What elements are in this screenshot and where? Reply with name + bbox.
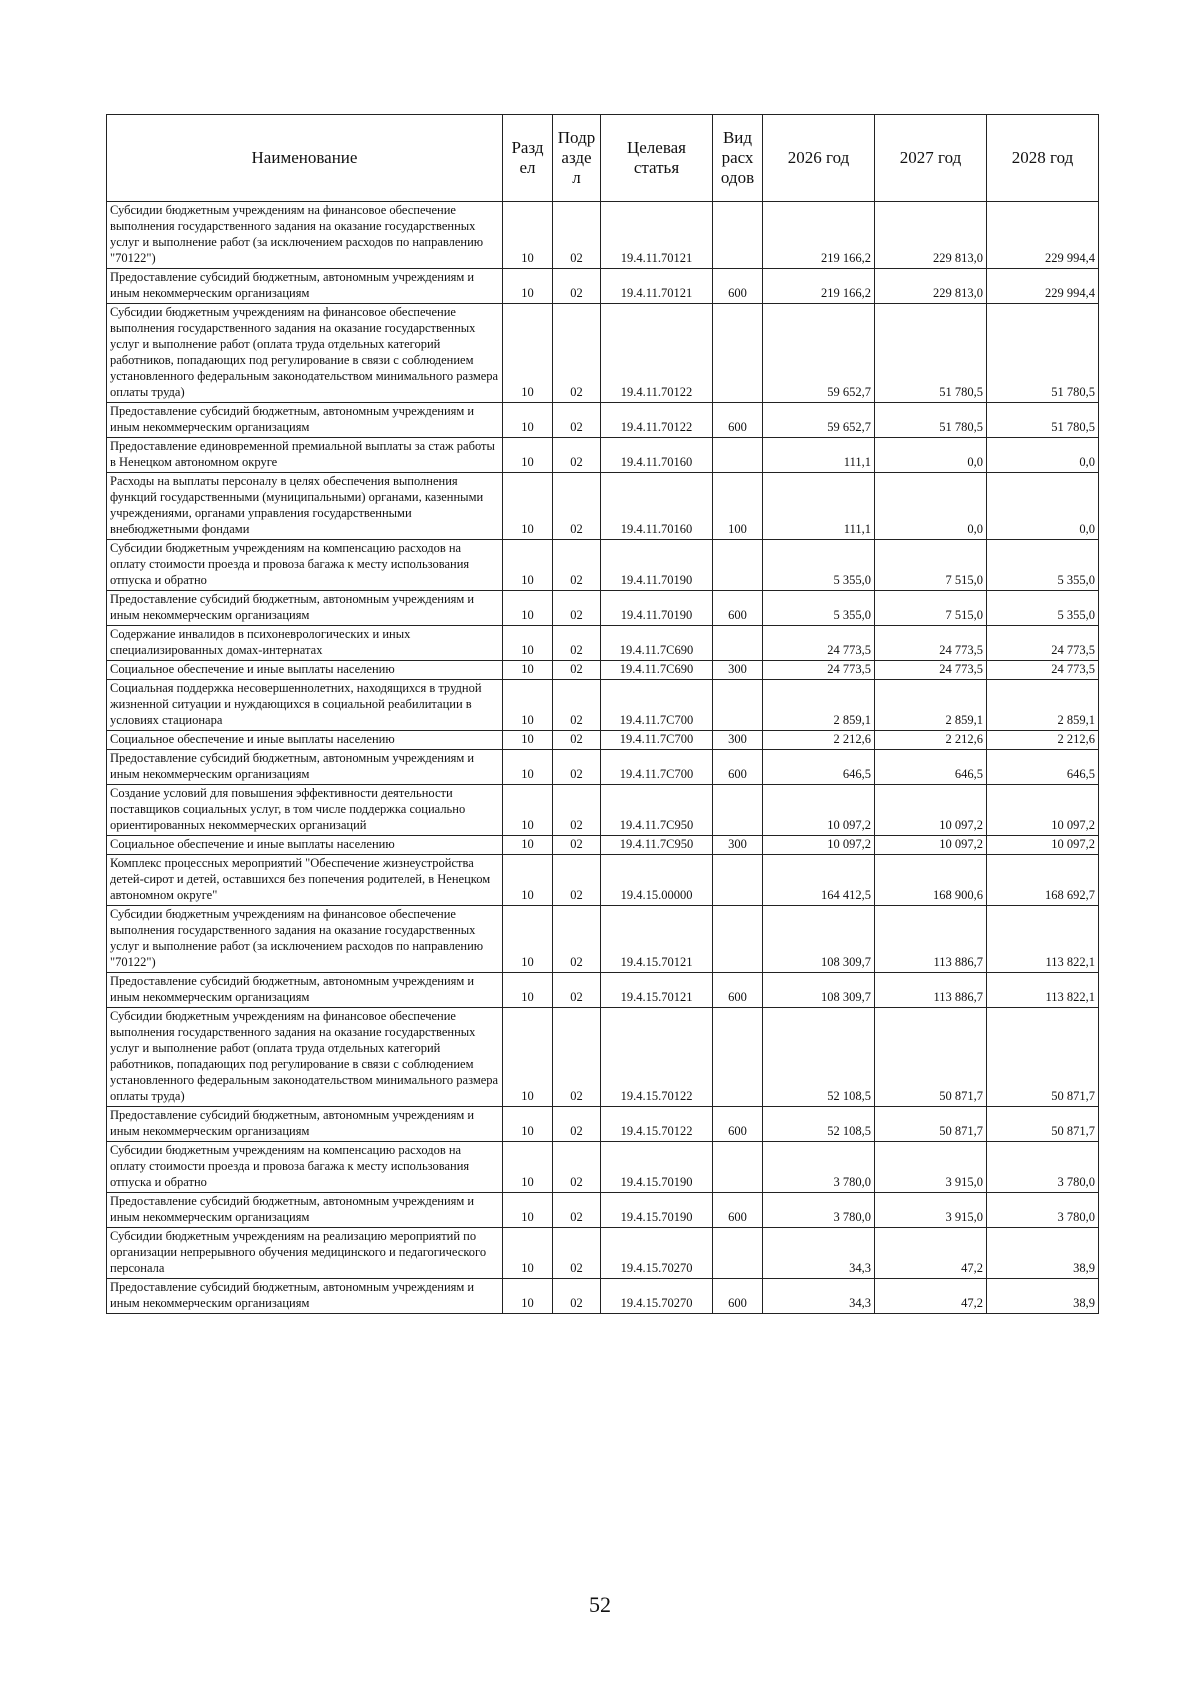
cell-section: 10 bbox=[503, 591, 553, 626]
cell-name: Предоставление субсидий бюджетным, автономным учреждениям и иным некоммерческим организациям bbox=[107, 1107, 503, 1142]
cell-2026: 219 166,2 bbox=[763, 202, 875, 269]
cell-2027: 50 871,7 bbox=[875, 1107, 987, 1142]
cell-section: 10 bbox=[503, 1008, 553, 1107]
cell-expense-type bbox=[713, 1142, 763, 1193]
table-row bbox=[107, 1193, 1099, 1228]
cell-target-article: 19.4.11.70190 bbox=[601, 591, 713, 626]
cell-subsection: 02 bbox=[553, 626, 601, 661]
cell-target-article: 19.4.11.7С950 bbox=[601, 836, 713, 855]
header-2028: 2028 год bbox=[987, 115, 1099, 202]
cell-2028: 2 212,6 bbox=[987, 731, 1099, 750]
cell-name: Расходы на выплаты персоналу в целях обеспечения выполнения функций государственными (муниципальными) органами, казенными учреждениями, органами управления государственными внебюджетными фондами bbox=[107, 473, 503, 540]
table-row bbox=[107, 438, 1099, 473]
cell-2028: 50 871,7 bbox=[987, 1008, 1099, 1107]
cell-2026: 24 773,5 bbox=[763, 661, 875, 680]
table-row bbox=[107, 304, 1099, 403]
cell-expense-type: 600 bbox=[713, 973, 763, 1008]
cell-2026: 52 108,5 bbox=[763, 1008, 875, 1107]
cell-2027: 10 097,2 bbox=[875, 836, 987, 855]
cell-subsection: 02 bbox=[553, 591, 601, 626]
cell-section: 10 bbox=[503, 1228, 553, 1279]
cell-2027: 2 212,6 bbox=[875, 731, 987, 750]
cell-2027: 0,0 bbox=[875, 438, 987, 473]
budget-table bbox=[106, 114, 1099, 1314]
cell-section: 10 bbox=[503, 202, 553, 269]
cell-2028: 10 097,2 bbox=[987, 785, 1099, 836]
table-row bbox=[107, 680, 1099, 731]
cell-target-article: 19.4.11.70160 bbox=[601, 473, 713, 540]
table-row bbox=[107, 1279, 1099, 1314]
cell-expense-type: 600 bbox=[713, 1107, 763, 1142]
cell-section: 10 bbox=[503, 661, 553, 680]
cell-section: 10 bbox=[503, 304, 553, 403]
cell-2027: 3 915,0 bbox=[875, 1142, 987, 1193]
cell-section: 10 bbox=[503, 680, 553, 731]
cell-2027: 47,2 bbox=[875, 1228, 987, 1279]
cell-section: 10 bbox=[503, 906, 553, 973]
cell-2028: 168 692,7 bbox=[987, 855, 1099, 906]
cell-expense-type bbox=[713, 785, 763, 836]
cell-subsection: 02 bbox=[553, 269, 601, 304]
table-row bbox=[107, 626, 1099, 661]
cell-name: Субсидии бюджетным учреждениям на финансовое обеспечение выполнения государственного задания на оказание государственных услуг и выполнение работ (за исключением расходов по направлению "70122") bbox=[107, 202, 503, 269]
cell-subsection: 02 bbox=[553, 731, 601, 750]
cell-expense-type bbox=[713, 1228, 763, 1279]
cell-target-article: 19.4.15.70270 bbox=[601, 1279, 713, 1314]
cell-2028: 3 780,0 bbox=[987, 1142, 1099, 1193]
cell-2027: 168 900,6 bbox=[875, 855, 987, 906]
cell-2028: 229 994,4 bbox=[987, 202, 1099, 269]
cell-2027: 51 780,5 bbox=[875, 403, 987, 438]
cell-expense-type: 600 bbox=[713, 403, 763, 438]
cell-2026: 646,5 bbox=[763, 750, 875, 785]
cell-2027: 0,0 bbox=[875, 473, 987, 540]
cell-section: 10 bbox=[503, 1107, 553, 1142]
cell-2027: 3 915,0 bbox=[875, 1193, 987, 1228]
table-row bbox=[107, 1228, 1099, 1279]
cell-2028: 38,9 bbox=[987, 1228, 1099, 1279]
table-row bbox=[107, 973, 1099, 1008]
cell-name: Социальное обеспечение и иные выплаты населению bbox=[107, 836, 503, 855]
cell-2027: 7 515,0 bbox=[875, 591, 987, 626]
cell-2026: 34,3 bbox=[763, 1228, 875, 1279]
cell-target-article: 19.4.15.70122 bbox=[601, 1107, 713, 1142]
cell-target-article: 19.4.11.7С700 bbox=[601, 731, 713, 750]
cell-section: 10 bbox=[503, 785, 553, 836]
cell-section: 10 bbox=[503, 1142, 553, 1193]
cell-target-article: 19.4.11.70122 bbox=[601, 304, 713, 403]
cell-2027: 51 780,5 bbox=[875, 304, 987, 403]
cell-section: 10 bbox=[503, 731, 553, 750]
cell-name: Социальное обеспечение и иные выплаты населению bbox=[107, 731, 503, 750]
cell-2027: 2 859,1 bbox=[875, 680, 987, 731]
cell-expense-type bbox=[713, 855, 763, 906]
cell-2028: 5 355,0 bbox=[987, 540, 1099, 591]
cell-2027: 24 773,5 bbox=[875, 661, 987, 680]
cell-name: Предоставление субсидий бюджетным, автономным учреждениям и иным некоммерческим организациям bbox=[107, 750, 503, 785]
cell-name: Предоставление субсидий бюджетным, автономным учреждениям и иным некоммерческим организациям bbox=[107, 269, 503, 304]
cell-2028: 24 773,5 bbox=[987, 626, 1099, 661]
cell-expense-type bbox=[713, 1008, 763, 1107]
cell-2026: 3 780,0 bbox=[763, 1142, 875, 1193]
table-row bbox=[107, 473, 1099, 540]
cell-name: Создание условий для повышения эффективности деятельности поставщиков социальных услуг, в том числе поддержка социально ориентированных некоммерческих организаций bbox=[107, 785, 503, 836]
cell-2027: 229 813,0 bbox=[875, 269, 987, 304]
cell-subsection: 02 bbox=[553, 680, 601, 731]
cell-expense-type: 600 bbox=[713, 1279, 763, 1314]
cell-2027: 113 886,7 bbox=[875, 973, 987, 1008]
cell-2028: 3 780,0 bbox=[987, 1193, 1099, 1228]
cell-section: 10 bbox=[503, 855, 553, 906]
cell-name: Субсидии бюджетным учреждениям на финансовое обеспечение выполнения государственного задания на оказание государственных услуг и выполнение работ (оплата труда отдельных категорий работников, попадающих под регулирование в связи с соблюдением установленного федеральным законодательством минимального размера оплаты труда) bbox=[107, 304, 503, 403]
cell-2028: 646,5 bbox=[987, 750, 1099, 785]
cell-2026: 59 652,7 bbox=[763, 403, 875, 438]
cell-name: Предоставление субсидий бюджетным, автономным учреждениям и иным некоммерческим организациям bbox=[107, 973, 503, 1008]
cell-2028: 38,9 bbox=[987, 1279, 1099, 1314]
table-row bbox=[107, 202, 1099, 269]
cell-name: Субсидии бюджетным учреждениям на компенсацию расходов на оплату стоимости проезда и провоза багажа к месту использования отпуска и обратно bbox=[107, 540, 503, 591]
cell-2028: 10 097,2 bbox=[987, 836, 1099, 855]
page-number: 52 bbox=[589, 1592, 611, 1617]
header-expense-type: Вид расх одов bbox=[713, 115, 763, 202]
cell-2026: 24 773,5 bbox=[763, 626, 875, 661]
table-row bbox=[107, 1107, 1099, 1142]
cell-section: 10 bbox=[503, 1193, 553, 1228]
header-subsection: Подр азде л bbox=[553, 115, 601, 202]
cell-2028: 2 859,1 bbox=[987, 680, 1099, 731]
cell-expense-type: 600 bbox=[713, 269, 763, 304]
cell-2028: 229 994,4 bbox=[987, 269, 1099, 304]
cell-name: Субсидии бюджетным учреждениям на компенсацию расходов на оплату стоимости проезда и провоза багажа к месту использования отпуска и обратно bbox=[107, 1142, 503, 1193]
table-row bbox=[107, 906, 1099, 973]
cell-target-article: 19.4.11.70121 bbox=[601, 269, 713, 304]
cell-section: 10 bbox=[503, 1279, 553, 1314]
cell-section: 10 bbox=[503, 269, 553, 304]
cell-name: Социальная поддержка несовершеннолетних, находящихся в трудной жизненной ситуации и нуждающихся в социальной реабилитации в условиях стационара bbox=[107, 680, 503, 731]
cell-subsection: 02 bbox=[553, 661, 601, 680]
cell-target-article: 19.4.11.70160 bbox=[601, 438, 713, 473]
cell-expense-type bbox=[713, 680, 763, 731]
cell-expense-type: 300 bbox=[713, 661, 763, 680]
header-target-article: Целевая статья bbox=[601, 115, 713, 202]
cell-2026: 3 780,0 bbox=[763, 1193, 875, 1228]
cell-expense-type: 300 bbox=[713, 836, 763, 855]
cell-subsection: 02 bbox=[553, 836, 601, 855]
cell-2026: 5 355,0 bbox=[763, 540, 875, 591]
cell-section: 10 bbox=[503, 473, 553, 540]
cell-name: Содержание инвалидов в психоневрологических и иных специализированных домах-интернатах bbox=[107, 626, 503, 661]
cell-subsection: 02 bbox=[553, 750, 601, 785]
cell-2026: 111,1 bbox=[763, 473, 875, 540]
cell-target-article: 19.4.11.7С690 bbox=[601, 626, 713, 661]
cell-name: Субсидии бюджетным учреждениям на реализацию мероприятий по организации непрерывного обучения медицинского и педагогического персонала bbox=[107, 1228, 503, 1279]
cell-2027: 50 871,7 bbox=[875, 1008, 987, 1107]
cell-subsection: 02 bbox=[553, 1228, 601, 1279]
cell-section: 10 bbox=[503, 438, 553, 473]
cell-subsection: 02 bbox=[553, 1193, 601, 1228]
cell-target-article: 19.4.15.70121 bbox=[601, 906, 713, 973]
table-row bbox=[107, 269, 1099, 304]
cell-expense-type bbox=[713, 906, 763, 973]
cell-subsection: 02 bbox=[553, 855, 601, 906]
cell-name: Предоставление субсидий бюджетным, автономным учреждениям и иным некоммерческим организациям bbox=[107, 591, 503, 626]
cell-name: Предоставление субсидий бюджетным, автономным учреждениям и иным некоммерческим организациям bbox=[107, 1193, 503, 1228]
cell-target-article: 19.4.11.7С700 bbox=[601, 680, 713, 731]
cell-section: 10 bbox=[503, 403, 553, 438]
header-2027: 2027 год bbox=[875, 115, 987, 202]
cell-expense-type bbox=[713, 540, 763, 591]
cell-name: Предоставление единовременной премиальной выплаты за стаж работы в Ненецком автономном округе bbox=[107, 438, 503, 473]
cell-2028: 113 822,1 bbox=[987, 973, 1099, 1008]
cell-subsection: 02 bbox=[553, 1107, 601, 1142]
cell-expense-type bbox=[713, 202, 763, 269]
cell-target-article: 19.4.11.70190 bbox=[601, 540, 713, 591]
table-row bbox=[107, 1142, 1099, 1193]
cell-2027: 113 886,7 bbox=[875, 906, 987, 973]
cell-2027: 646,5 bbox=[875, 750, 987, 785]
cell-2026: 164 412,5 bbox=[763, 855, 875, 906]
cell-2026: 10 097,2 bbox=[763, 785, 875, 836]
cell-expense-type: 600 bbox=[713, 750, 763, 785]
header-section: Разд ел bbox=[503, 115, 553, 202]
cell-expense-type: 600 bbox=[713, 591, 763, 626]
cell-2026: 219 166,2 bbox=[763, 269, 875, 304]
cell-section: 10 bbox=[503, 973, 553, 1008]
header-2026: 2026 год bbox=[763, 115, 875, 202]
table-row bbox=[107, 750, 1099, 785]
table-row bbox=[107, 661, 1099, 680]
cell-subsection: 02 bbox=[553, 202, 601, 269]
cell-subsection: 02 bbox=[553, 785, 601, 836]
table-row bbox=[107, 540, 1099, 591]
cell-2026: 59 652,7 bbox=[763, 304, 875, 403]
table-header-row bbox=[107, 115, 1099, 202]
cell-section: 10 bbox=[503, 626, 553, 661]
cell-section: 10 bbox=[503, 836, 553, 855]
cell-2028: 51 780,5 bbox=[987, 304, 1099, 403]
cell-target-article: 19.4.15.70270 bbox=[601, 1228, 713, 1279]
table-row bbox=[107, 785, 1099, 836]
cell-subsection: 02 bbox=[553, 540, 601, 591]
header-name: Наименование bbox=[107, 115, 503, 202]
cell-name: Социальное обеспечение и иные выплаты населению bbox=[107, 661, 503, 680]
table-row bbox=[107, 1008, 1099, 1107]
cell-2028: 51 780,5 bbox=[987, 403, 1099, 438]
cell-2028: 24 773,5 bbox=[987, 661, 1099, 680]
cell-subsection: 02 bbox=[553, 438, 601, 473]
table-row bbox=[107, 591, 1099, 626]
cell-subsection: 02 bbox=[553, 304, 601, 403]
table-row bbox=[107, 731, 1099, 750]
cell-name: Субсидии бюджетным учреждениям на финансовое обеспечение выполнения государственного задания на оказание государственных услуг и выполнение работ (за исключением расходов по направлению "70122") bbox=[107, 906, 503, 973]
cell-name: Комплекс процессных мероприятий "Обеспечение жизнеустройства детей-сирот и детей, оставшихся без попечения родителей, в Ненецком автономном округе" bbox=[107, 855, 503, 906]
table-row bbox=[107, 855, 1099, 906]
cell-name: Предоставление субсидий бюджетным, автономным учреждениям и иным некоммерческим организациям bbox=[107, 1279, 503, 1314]
cell-section: 10 bbox=[503, 540, 553, 591]
cell-2026: 10 097,2 bbox=[763, 836, 875, 855]
cell-target-article: 19.4.15.70190 bbox=[601, 1193, 713, 1228]
cell-target-article: 19.4.11.7С700 bbox=[601, 750, 713, 785]
cell-subsection: 02 bbox=[553, 473, 601, 540]
cell-subsection: 02 bbox=[553, 973, 601, 1008]
cell-2028: 0,0 bbox=[987, 473, 1099, 540]
cell-2026: 108 309,7 bbox=[763, 906, 875, 973]
cell-target-article: 19.4.15.00000 bbox=[601, 855, 713, 906]
cell-section: 10 bbox=[503, 750, 553, 785]
cell-2028: 50 871,7 bbox=[987, 1107, 1099, 1142]
cell-expense-type: 100 bbox=[713, 473, 763, 540]
cell-2028: 0,0 bbox=[987, 438, 1099, 473]
cell-2026: 2 212,6 bbox=[763, 731, 875, 750]
cell-subsection: 02 bbox=[553, 1279, 601, 1314]
cell-2026: 52 108,5 bbox=[763, 1107, 875, 1142]
cell-2026: 5 355,0 bbox=[763, 591, 875, 626]
cell-expense-type bbox=[713, 438, 763, 473]
cell-name: Предоставление субсидий бюджетным, автономным учреждениям и иным некоммерческим организациям bbox=[107, 403, 503, 438]
cell-2027: 10 097,2 bbox=[875, 785, 987, 836]
cell-2026: 108 309,7 bbox=[763, 973, 875, 1008]
cell-2026: 111,1 bbox=[763, 438, 875, 473]
cell-expense-type: 600 bbox=[713, 1193, 763, 1228]
cell-2027: 229 813,0 bbox=[875, 202, 987, 269]
cell-expense-type: 300 bbox=[713, 731, 763, 750]
cell-expense-type bbox=[713, 626, 763, 661]
cell-expense-type bbox=[713, 304, 763, 403]
cell-name: Субсидии бюджетным учреждениям на финансовое обеспечение выполнения государственного задания на оказание государственных услуг и выполнение работ (оплата труда отдельных категорий работников, попадающих под регулирование в связи с соблюдением установленного федеральным законодательством минимального размера оплаты труда) bbox=[107, 1008, 503, 1107]
cell-2027: 24 773,5 bbox=[875, 626, 987, 661]
cell-2028: 5 355,0 bbox=[987, 591, 1099, 626]
cell-target-article: 19.4.15.70121 bbox=[601, 973, 713, 1008]
cell-subsection: 02 bbox=[553, 1008, 601, 1107]
cell-subsection: 02 bbox=[553, 906, 601, 973]
cell-2026: 2 859,1 bbox=[763, 680, 875, 731]
cell-target-article: 19.4.11.7С950 bbox=[601, 785, 713, 836]
cell-subsection: 02 bbox=[553, 403, 601, 438]
cell-subsection: 02 bbox=[553, 1142, 601, 1193]
table-row bbox=[107, 836, 1099, 855]
cell-target-article: 19.4.11.7С690 bbox=[601, 661, 713, 680]
cell-2026: 34,3 bbox=[763, 1279, 875, 1314]
cell-target-article: 19.4.11.70121 bbox=[601, 202, 713, 269]
cell-target-article: 19.4.11.70122 bbox=[601, 403, 713, 438]
cell-2027: 7 515,0 bbox=[875, 540, 987, 591]
cell-2028: 113 822,1 bbox=[987, 906, 1099, 973]
cell-target-article: 19.4.15.70122 bbox=[601, 1008, 713, 1107]
table-row bbox=[107, 403, 1099, 438]
cell-target-article: 19.4.15.70190 bbox=[601, 1142, 713, 1193]
cell-2027: 47,2 bbox=[875, 1279, 987, 1314]
